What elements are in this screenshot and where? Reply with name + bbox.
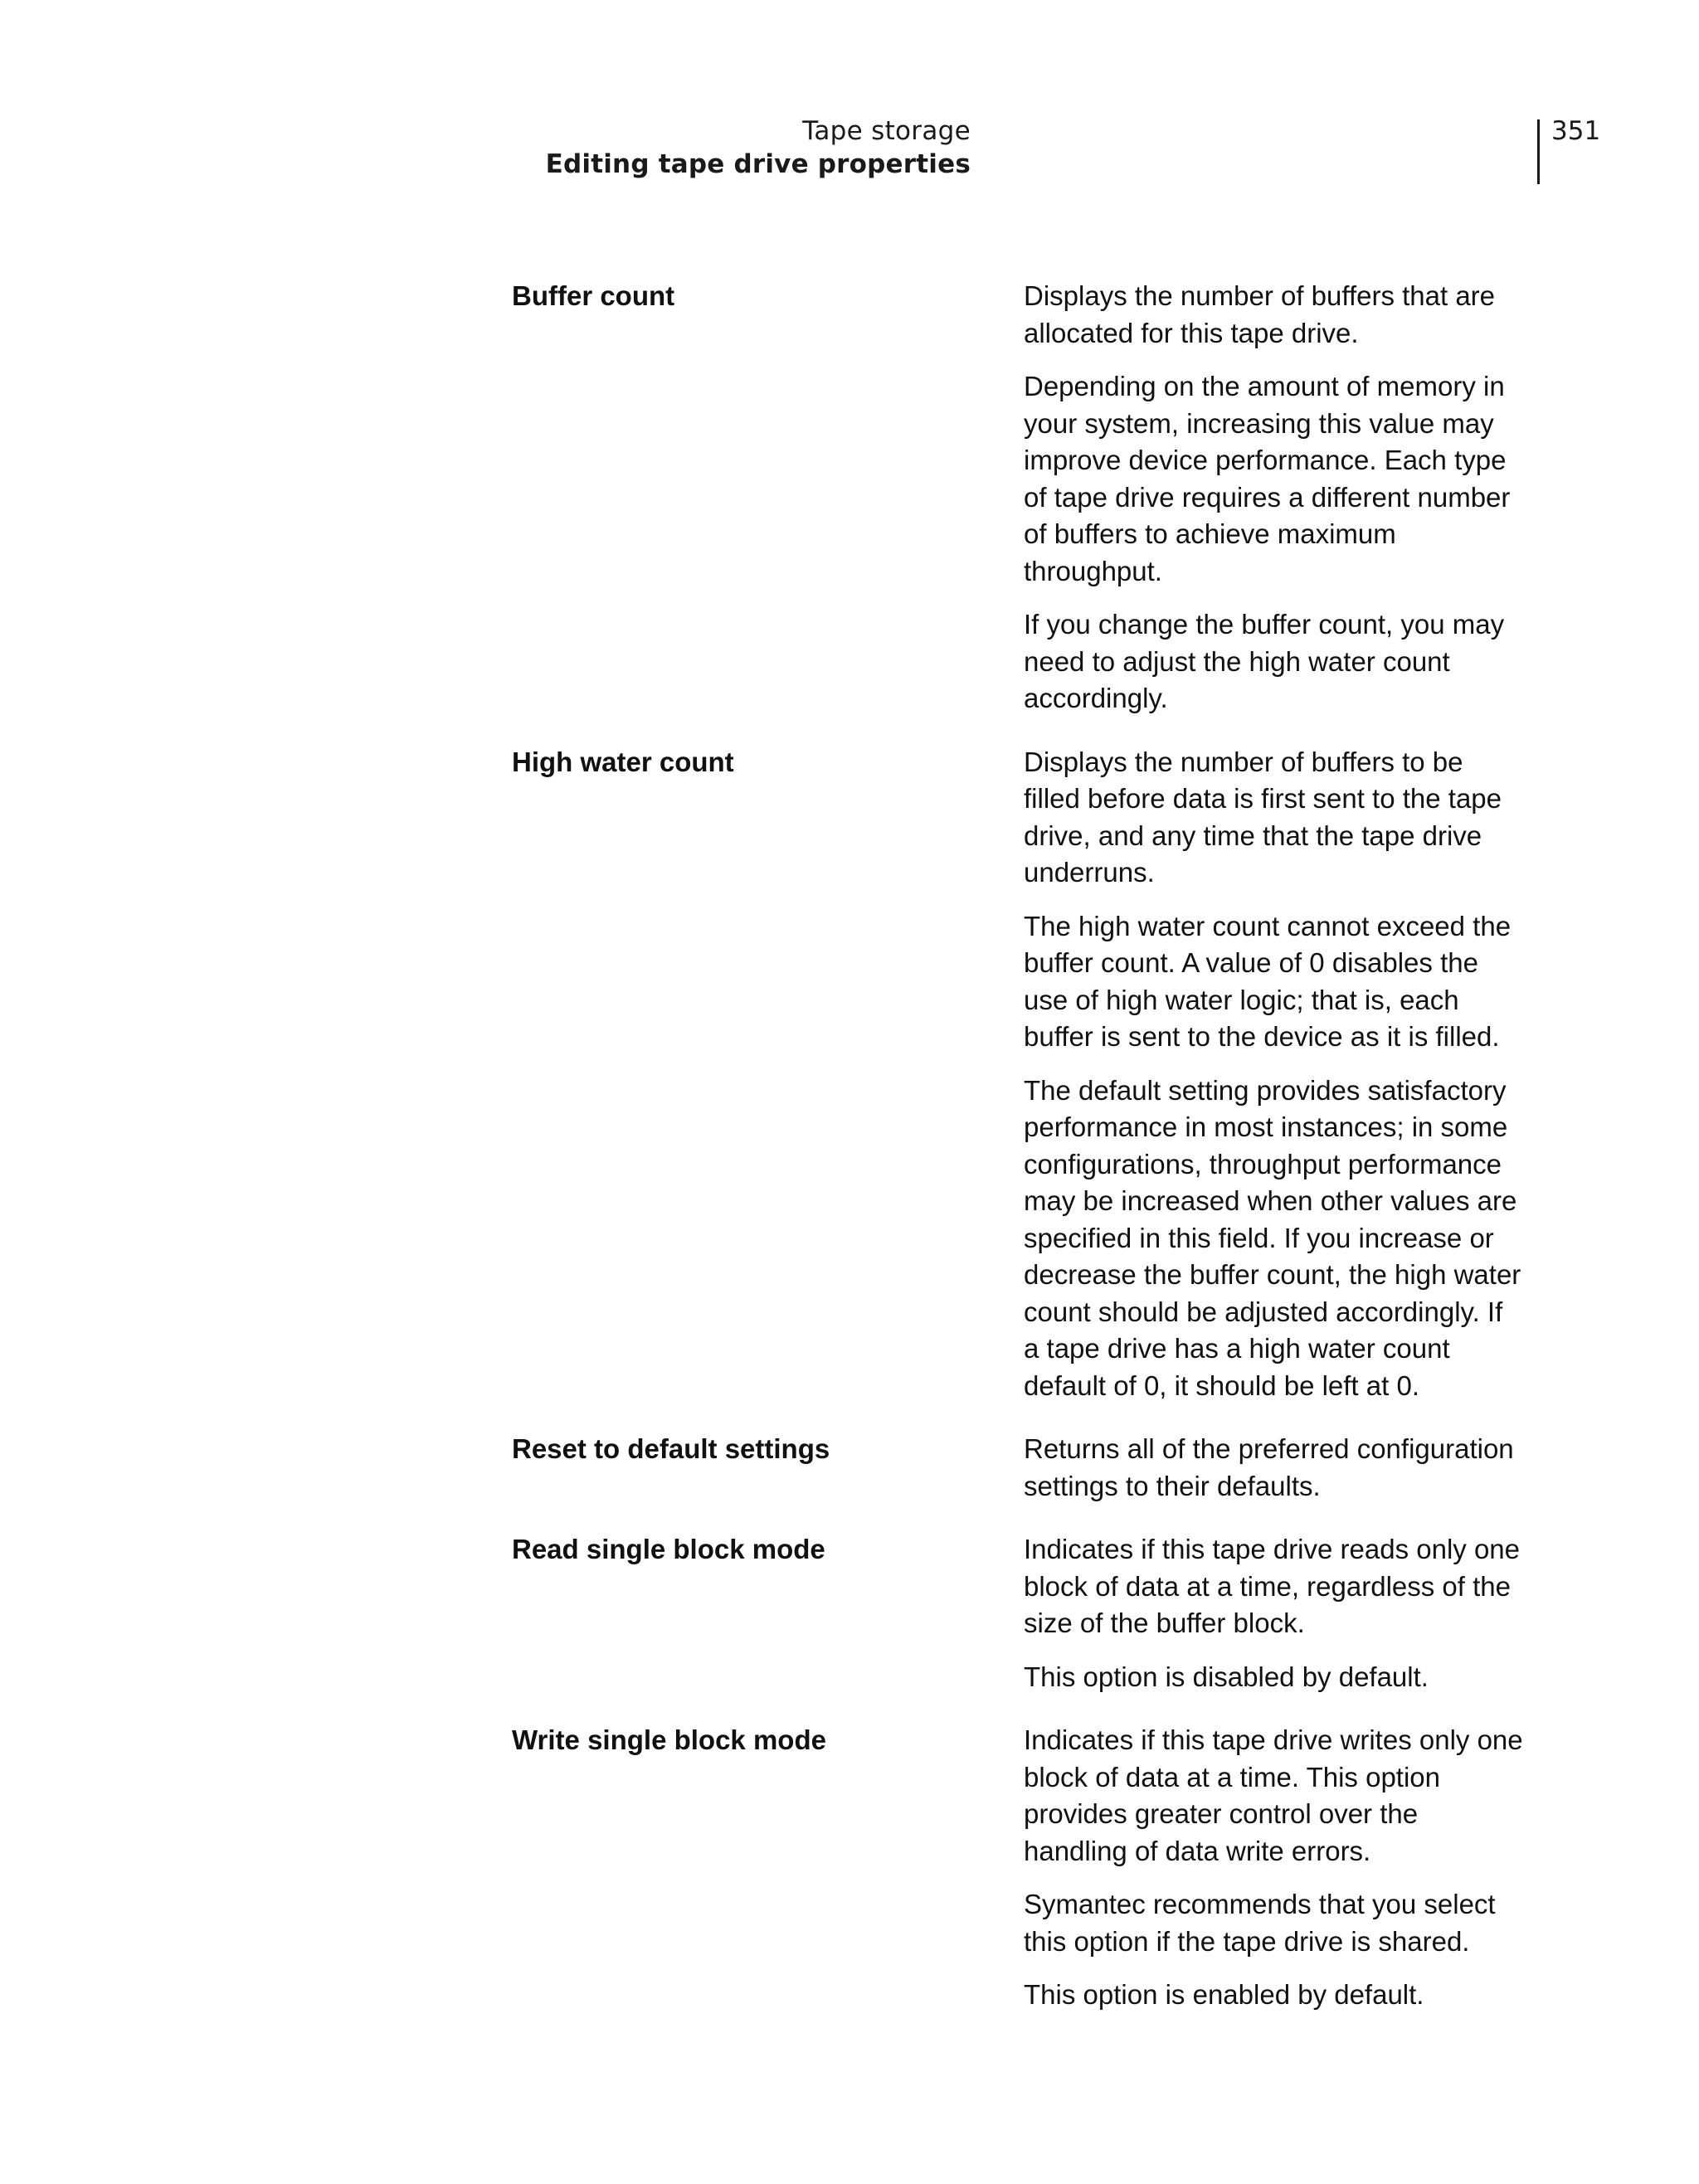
description-paragraph: Depending on the amount of memory in your system, increasing this value may improve device performance. Each type of tape drive requires a different number of buffers to achieve maximum throughput. <box>1024 371 1511 586</box>
definition-list <box>512 278 1524 2041</box>
definition-row-read-single-block-mode <box>512 1531 1524 1695</box>
description-paragraph: Displays the number of buffers that are allocated for this tape drive. <box>1024 280 1496 348</box>
term-description <box>1024 1722 1524 2014</box>
page-number: 351 <box>1551 116 1601 146</box>
description-paragraph: This option is disabled by default. <box>1024 1661 1429 1692</box>
section-title: Editing tape drive properties <box>545 149 971 179</box>
description-paragraph: Indicates if this tape drive writes only one block of data at a time. This option provides greater control over the handling of data write errors. <box>1024 1724 1523 1866</box>
term-description <box>1024 1431 1524 1505</box>
term-label: Read single block mode <box>512 1534 825 1564</box>
description-paragraph: The high water count cannot exceed the buffer count. A value of 0 disables the use of high water logic; that is, each buffer is sent to the device as it is filled. <box>1024 910 1512 1052</box>
description-paragraph: Returns all of the preferred configuration settings to their defaults. <box>1024 1433 1514 1501</box>
definition-row-write-single-block-mode <box>512 1722 1524 2014</box>
term-label: High water count <box>512 746 734 777</box>
term-label: Write single block mode <box>512 1724 826 1755</box>
definition-row-buffer-count <box>512 278 1524 717</box>
description-paragraph: This option is enabled by default. <box>1024 1979 1424 2010</box>
definition-row-reset-to-default <box>512 1431 1524 1505</box>
description-paragraph: Indicates if this tape drive reads only one block of data at a time, regardless of the size of the buffer block. <box>1024 1534 1521 1638</box>
description-paragraph: The default setting provides satisfactory performance in most instances; in some configurations, throughput performance may be increased when other values are specified in this field. If you increase or decrease the buffer count, the high water count should be adjusted accordingly. If a tape drive has a high water count default of 0, it should be left at 0. <box>1024 1074 1521 1401</box>
term-label: Reset to default settings <box>512 1433 830 1464</box>
term-description <box>1024 1531 1524 1695</box>
description-paragraph: Displays the number of buffers to be filled before data is first sent to the tape drive, and any time that the tape drive underruns. <box>1024 746 1502 888</box>
running-header <box>546 114 971 181</box>
term-description <box>1024 278 1524 717</box>
chapter-title: Tape storage <box>802 116 971 146</box>
description-paragraph: If you change the buffer count, you may need to adjust the high water count accordingly. <box>1024 609 1505 713</box>
description-paragraph: Symantec recommends that you select this option if the tape drive is shared. <box>1024 1889 1496 1957</box>
term-description <box>1024 744 1524 1405</box>
term-label: Buffer count <box>512 280 675 311</box>
definition-row-high-water-count <box>512 744 1524 1405</box>
header-divider <box>1537 119 1540 184</box>
